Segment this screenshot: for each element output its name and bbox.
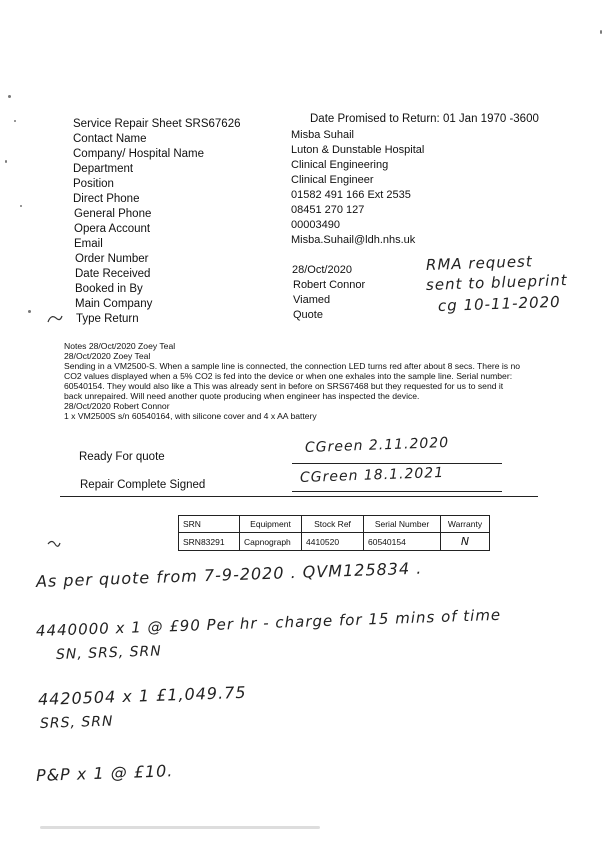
field-value: Robert Connor	[293, 279, 366, 291]
field-value: Misba Suhail	[291, 129, 354, 141]
date-promised: Date Promised to Return: 01 Jan 1970 -3600	[310, 113, 539, 125]
field-label: Department	[73, 163, 134, 175]
field-label: Booked in By	[75, 283, 143, 295]
note-line: 1 x VM2500S s/n 60540164, with silicone cover and 4 x AA battery	[64, 411, 317, 421]
field-label: Date Received	[75, 268, 151, 280]
column-header: Stock Ref	[302, 516, 364, 533]
field-value: 28/Oct/2020	[292, 264, 352, 276]
ready-signature-line	[292, 463, 502, 464]
parts-table	[178, 515, 490, 551]
charge-line-sub: SN, SRS, SRN	[55, 643, 162, 663]
repair-complete-label: Repair Complete Signed	[80, 479, 206, 491]
column-header: Serial Number	[364, 516, 441, 533]
rma-note-line: sent to blueprint	[425, 271, 568, 294]
note-line: Notes 28/Oct/2020 Zoey Teal	[64, 341, 176, 351]
table-header-row	[179, 516, 490, 533]
field-value: Clinical Engineer	[291, 174, 374, 186]
field-label: Contact Name	[73, 133, 147, 145]
note-line: CO2 values displayed when a 5% CO2 is fed into the device or when one exhales into the sample line. Serial number:	[64, 371, 513, 381]
pen-mark-icon	[46, 538, 62, 550]
note-line: 28/Oct/2020 Robert Connor	[64, 401, 170, 411]
field-label: Email	[74, 238, 103, 250]
column-header: Equipment	[240, 516, 302, 533]
table-cell: 60540154	[364, 533, 441, 551]
charge-line: 4440000 x 1 @ £90 Per hr - charge for 15 mins of time	[35, 605, 502, 640]
column-header: Warranty	[441, 516, 490, 533]
field-value: 01582 491 166 Ext 2535	[291, 189, 411, 201]
field-label: Main Company	[75, 298, 153, 310]
part-line-sub: SRS, SRN	[39, 713, 114, 732]
table-cell: SRN83291	[179, 533, 240, 551]
note-line: back unrepaired. Will need another quote producing when engineer has inspected the device.	[64, 391, 420, 401]
field-label: Company/ Hospital Name	[73, 148, 205, 160]
field-value: Misba.Suhail@ldh.nhs.uk	[291, 234, 416, 246]
ready-for-quote-label: Ready For quote	[79, 451, 165, 463]
table-cell: N	[441, 533, 490, 551]
field-value: Viamed	[293, 294, 331, 306]
field-value: Quote	[293, 309, 323, 321]
part-line: 4420504 x 1 £1,049.75	[37, 682, 247, 709]
field-label: Position	[73, 178, 114, 190]
scan-speck	[28, 310, 31, 313]
complete-signature-line	[292, 491, 502, 492]
rma-note-line: RMA request	[425, 252, 533, 274]
field-label: General Phone	[74, 208, 152, 220]
field-value: 00003490	[291, 219, 340, 231]
complete-signature: CGreen 18.1.2021	[299, 464, 445, 486]
sheet-title: Service Repair Sheet SRS67626	[73, 118, 241, 130]
field-label: Direct Phone	[73, 193, 140, 205]
pen-mark-icon	[46, 312, 64, 326]
scan-speck	[14, 120, 16, 122]
field-value: 08451 270 127	[291, 204, 365, 216]
table-row	[179, 533, 490, 551]
table-cell: Capnograph	[240, 533, 302, 551]
scan-speck	[20, 205, 22, 207]
field-label: Type Return	[76, 313, 139, 325]
field-label: Opera Account	[74, 223, 151, 235]
scan-smudge	[40, 826, 320, 829]
scan-speck	[8, 95, 11, 98]
note-line: 60540154. They would also like a This was already sent in before on SRS67468 but they requested for us to send it	[64, 381, 504, 391]
table-cell: 4410520	[302, 533, 364, 551]
section-divider	[60, 496, 538, 497]
note-line: 28/Oct/2020 Zoey Teal	[64, 351, 151, 361]
scan-speck	[5, 160, 7, 163]
ready-signature: CGreen 2.11.2020	[304, 434, 450, 456]
scan-speck	[600, 30, 602, 34]
field-value: Clinical Engineering	[291, 159, 389, 171]
field-value: Luton & Dunstable Hospital	[291, 144, 425, 156]
rma-note-line: cg 10-11-2020	[437, 292, 561, 315]
note-line: Sending in a VM2500-S. When a sample line is connected, the connection LED turns red after about 8 secs. There is no	[64, 361, 521, 371]
quote-reference: As per quote from 7-9-2020 . QVM125834 .	[35, 558, 423, 591]
postage-line: P&P x 1 @ £10.	[35, 761, 174, 785]
column-header: SRN	[179, 516, 240, 533]
field-label: Order Number	[75, 253, 149, 265]
